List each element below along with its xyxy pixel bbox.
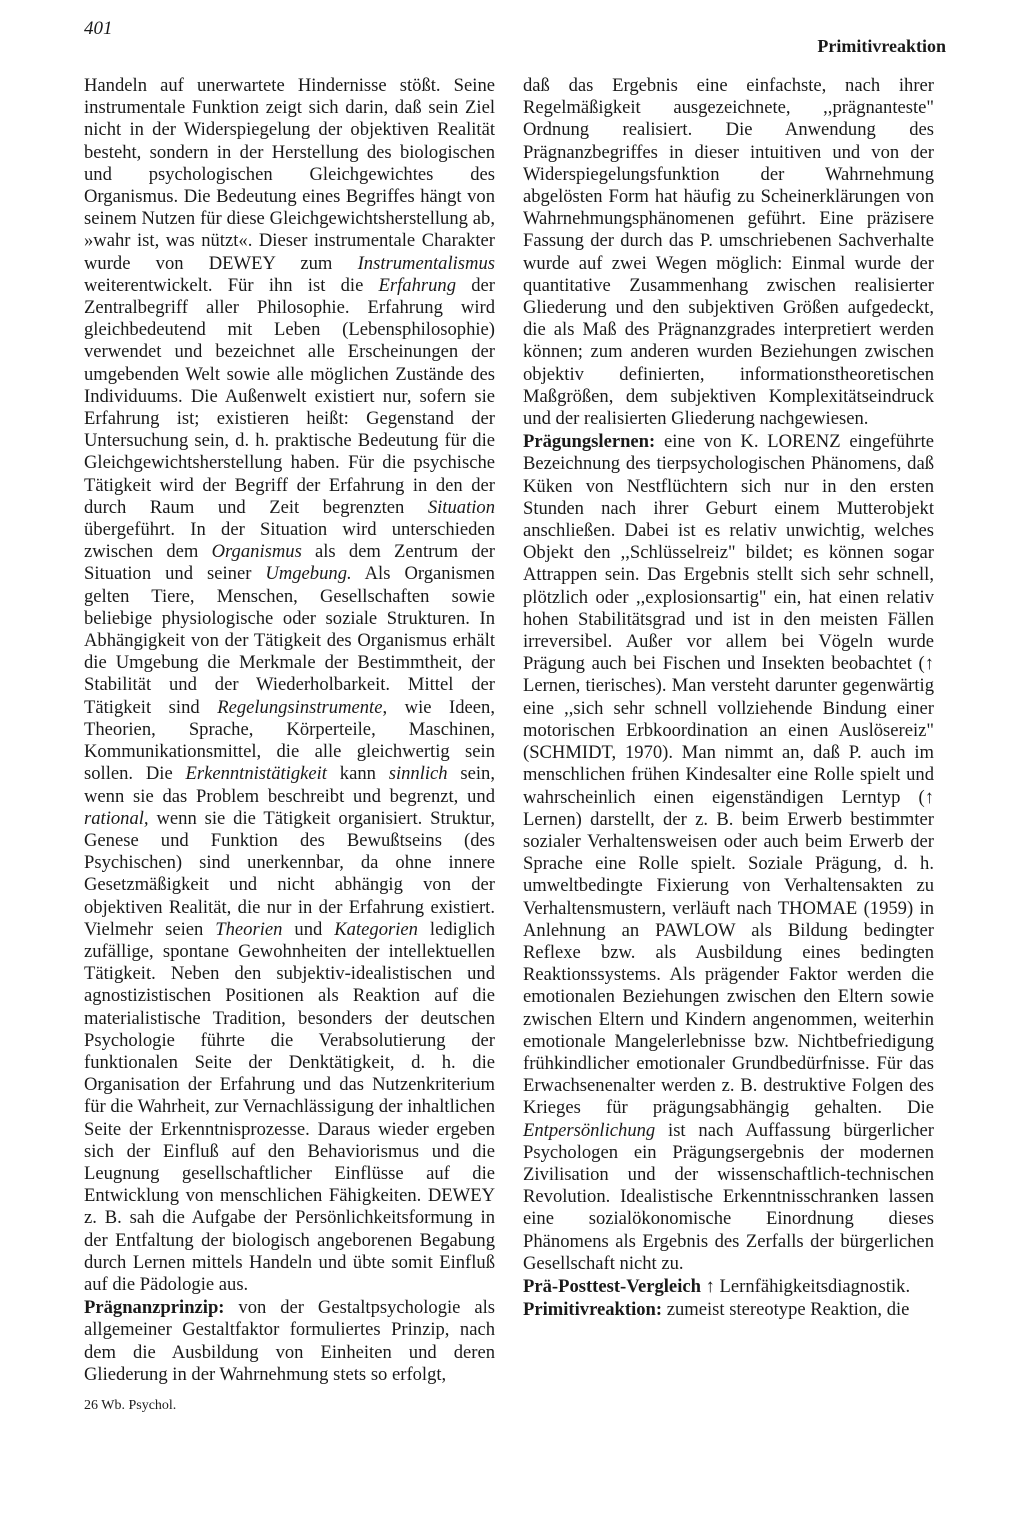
emphasis-term: Entpersönlichung	[523, 1119, 656, 1141]
text-run: und	[282, 918, 335, 940]
text-run: wenn sie die Tätigkeit organisiert. Struktur, Genese und Funktion des Bewußtseins (des Psychischen) sind unerkennbar, da ohne innere Gesetzmäßigkeit und nicht abhängig von der objektiven Realität, die nur in der Erfahrung existiert. Vielmehr seien	[84, 807, 495, 940]
right-column	[523, 75, 934, 1321]
emphasis-term: Organismus	[211, 541, 302, 563]
emphasis-term: Situation	[427, 496, 495, 518]
text-run: Handeln auf unerwartete Hindernisse stößt. Seine instrumentale Funktion zeigt sich darin, daß sein Ziel nicht in der Widerspiegelung der objektiven Realität besteht, sondern in der Herstellung des biologischen und psychologischen Gleichgewichtes des Organismus. Die Bedeutung eines Begriffes hängt von seinem Nutzen für diese Gleichgewichtsherstellung ab, »wahr ist, was nützt«. Dieser instrumentale Charakter wurde von DEWEY zum	[84, 75, 495, 274]
cross-reference: ↑ Lernfähigkeitsdiagnostik.	[700, 1275, 911, 1297]
entry-definition: von der Gestaltpsychologie als allgemeiner Gestaltfaktor formuliertes Prinzip, nach dem die Ausbildung von Einheiten und deren Gliederung in der Wahrnehmung stets so erfolgt,	[84, 1297, 495, 1385]
printer-signature: 26 Wb. Psychol.	[84, 1398, 177, 1413]
entry-term: Primitivreaktion:	[523, 1299, 663, 1321]
entry-primitivreaktion	[523, 1299, 934, 1321]
text-run: übergeführt. In der Situation wird unterschieden zwischen dem	[84, 519, 495, 563]
text-run: , wie Ideen, Theorien, Sprache, Körperteile, Maschinen, Kommunikationsmittel, die alle gleichwertig sein sollen. Die	[84, 696, 495, 785]
text-run: ist nach Auffassung bürgerlicher Psychologen ein Prägungsergebnis der modernen Zivilisation und der wissenschaftlich-technischen Revolution. Idealistische Erkenntnisschranken lassen eine sozialökonomische Einordnung dieses Phänomens als Ergebnis des Zerfalls der bürgerlichen Gesellschaft nicht zu.	[523, 1119, 934, 1274]
emphasis-term: Instrumentalismus	[357, 252, 495, 274]
entry-definition: zumeist stereotype Reaktion, die	[662, 1299, 910, 1321]
emphasis-term: Erkenntnistätigkeit	[185, 763, 327, 785]
emphasis-term: Theorien	[215, 918, 283, 940]
text-run: lediglich zufällige, spontane Gewohnheiten der intellektuellen Tätigkeit. Neben den subjektiv-idealistischen und agnostizistischen Positionen als Reaktion auf die materialistische Tradition, besonders der deutschen Psychologie führte die Verabsolutierung der funktionalen Seite der Denktätigkeit, d. h. die Organisation der Erfahrung und das Nutzenkriterium für die Wahrheit, zur Vernachlässigung der inhaltlichen Seite der Erkenntnisprozesse. Daraus wieder ergeben sich der Einfluß auf den Behaviorismus und die Leugnung gesellschaftlicher Einflüsse auf die Entwicklung von menschlichen Fähigkeiten. DEWEY z. B. sah die Aufgabe der Persönlichkeitsformung in der Entfaltung der biologisch angeborenen Begabung durch Lernen mittels Handeln und übte somit Einfluß auf die Pädologie aus.	[84, 918, 495, 1295]
text-run: weiterentwickelt. Für ihn ist die	[84, 274, 379, 296]
entry-term: Prägungslernen:	[523, 431, 656, 453]
text-run: der Zentralbegriff aller Philosophie. Erfahrung wird gleichbedeutend mit Leben (Lebensphilosophie) verwendet und bezeichnet alle Erscheinungen der umgebenden Welt sowie alle möglichen Zustände des Individuums. Die Außenwelt existiert nur, sofern sie Erfahrung ist; existieren heißt: Gegenstand der Untersuchung sein, d. h. praktische Bedeutung für die Gleichgewichtsherstellung haben. Für die psychische Tätigkeit wird der Begriff der Erfahrung in den der durch Raum und Zeit begrenzten	[84, 274, 495, 518]
emphasis-term: Umgebung.	[265, 563, 352, 585]
running-head: Primitivreaktion	[817, 36, 946, 56]
entry-term: Prägnanzprinzip:	[84, 1297, 225, 1319]
emphasis-term: rational,	[84, 807, 149, 829]
page-number: 401	[84, 18, 113, 39]
text-run: als dem Zentrum der Situation und seiner	[84, 541, 495, 585]
text-run: eine von K. LORENZ eingeführte Bezeichnung des tierpsychologischen Phänomens, daß Küken von Nestflüchtern sich nur in den ersten Stunden nach ihrer Geburt einem Mutterobjekt anschließen. Dabei ist es relativ unwichtig, welches Objekt den ,,Schlüsselreiz" bildet; es können sogar Attrappen sein. Das Ergebnis stellt sich sehr schnell, plötzlich oder ,,explosionsartig" ein, hat einen relativ hohen Stabilitätsgrad und ist in den meisten Fällen irreversibel. Außer vor allem bei Vögeln wurde Prägung auch bei Fischen und Insekten beobachtet (↑ Lernen, tierisches). Man versteht darunter gegenwärtig eine ,,sich sehr schnell vollziehende Bindung einer motorischen Erbkoordination an einen Auslösereiz" (SCHMIDT, 1970). Man nimmt an, daß P. auch im menschlichen frühen Kindesalter eine Rolle spielt und wahrscheinlich einen eigenständigen Lerntyp (↑ Lernen) darstellt, der z. B. beim Erwerb bestimmter sozialer Verhaltensweisen oder auch beim Erwerb der Sprache eine Rolle spielt. Soziale Prägung, d. h. umweltbedingte Fixierung von Verhaltensakten zu Verhaltensmustern, verläuft nach THOMAE (1959) in Anlehnung an PAWLOW als Bildung bedingter Reflexe bzw. als Ausbildung eines bedingten Reaktionssystems. Als prägender Faktor werden die emotionalen Beziehungen zwischen den Eltern sowie zwischen Eltern und Kindern angenommen, weiterhin emotionale Mangelerlebnisse bzw. Nichtbefriedigung frühkindlicher emotionaler Grundbedürfnisse. Für das Erwachsenenalter werden z. B. destruktive Folgen des Krieges für prägungsabhängig gehalten. Die	[523, 431, 934, 1119]
emphasis-term: Erfahrung	[378, 274, 457, 296]
emphasis-term: sinnlich	[388, 763, 448, 785]
paragraph-praegnanz-continued: daß das Ergebnis eine einfachste, nach ihrer Regelmäßigkeit ausgezeichnete, ,,prägnanteste" Ordnung realisiert. Die Anwendung des Prägnanzbegriffes in dieser intuitiven und von der Widerspiegelungsfunktion der Wahrnehmung abgelösten Form hat häufig zu Scheinerklärungen von Wahrnehmungsphänomenen geführt. Eine präzisere Fassung der durch das P. umschriebenen Sachverhalte wurde auf zwei Wegen möglich: Einmal wurde der quantitative Zusammenhang zwischen realisierter Gliederung und den subjektiven Größen aufgedeckt, die als Maß des Prägnanzgrades interpretiert werden können; zum anderen wurden Beziehungen zwischen objektiv definierten, informationstheoretischen Maßgrößen, dem subjektiven Komplexitätseindruck und der realisierten Gliederung nachgewiesen.	[523, 75, 934, 430]
text-run: sein, wenn sie das Problem beschreibt und begrenzt, und	[84, 763, 495, 807]
entry-term: Prä-Posttest-Vergleich	[523, 1275, 701, 1297]
text-run: Als Organismen gelten Tiere, Menschen, Gesellschaften sowie beliebige physiologische oder soziale Strukturen. In Abhängigkeit von der Tätigkeit des Organismus erhält die Umgebung die Merkmale der Bestimmtheit, der Stabilität und der Wiederholbarkeit. Mittel der Tätigkeit sind	[84, 563, 495, 718]
entry-praegnanzprinzip	[84, 1297, 495, 1386]
emphasis-term: Regelungsinstrumente	[217, 696, 383, 718]
left-column	[84, 75, 495, 1386]
entry-praegungslernen	[523, 431, 934, 1275]
text-run: kann	[326, 763, 389, 785]
emphasis-term: Kategorien	[334, 918, 418, 940]
paragraph-pragmatismus-continued	[84, 75, 495, 1296]
entry-prae-posttest-vergleich	[523, 1276, 934, 1298]
